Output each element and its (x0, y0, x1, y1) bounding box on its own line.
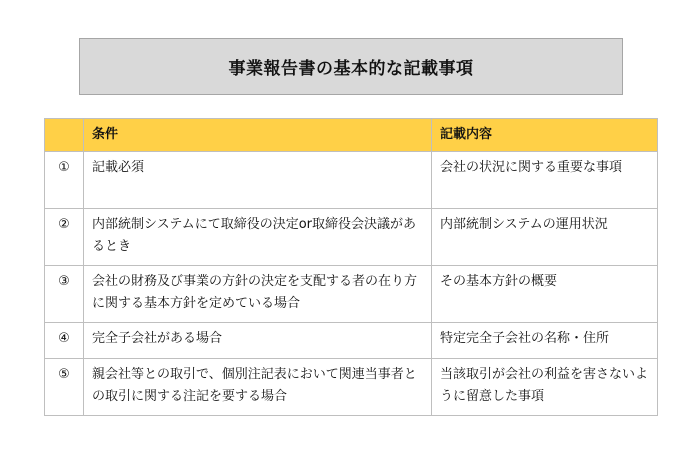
table-row (45, 152, 658, 209)
table-header-row (45, 119, 658, 152)
row-condition: 内部統制システムにて取締役の決定or取締役会決議があるとき (84, 209, 432, 266)
title-banner (79, 38, 623, 95)
row-number: ① (45, 152, 84, 209)
table-row (45, 266, 658, 323)
requirements-table (44, 118, 658, 416)
header-condition: 条件 (84, 119, 432, 152)
table-row (45, 209, 658, 266)
row-content: 特定完全子会社の名称・住所 (432, 323, 658, 359)
row-condition: 記載必須 (84, 152, 432, 209)
row-content: 当該取引が会社の利益を害さないように留意した事項 (432, 359, 658, 416)
table-row (45, 323, 658, 359)
row-content: 内部統制システムの運用状況 (432, 209, 658, 266)
row-content: 会社の状況に関する重要な事項 (432, 152, 658, 209)
header-number (45, 119, 84, 152)
table-row (45, 359, 658, 416)
row-number: ⑤ (45, 359, 84, 416)
row-condition: 親会社等との取引で、個別注記表において関連当事者との取引に関する注記を要する場合 (84, 359, 432, 416)
page-title: 事業報告書の基本的な記載事項 (228, 59, 474, 79)
row-number: ② (45, 209, 84, 266)
row-number: ③ (45, 266, 84, 323)
row-content: その基本方針の概要 (432, 266, 658, 323)
row-condition: 完全子会社がある場合 (84, 323, 432, 359)
row-condition: 会社の財務及び事業の方針の決定を支配する者の在り方に関する基本方針を定めている場合 (84, 266, 432, 323)
header-content: 記載内容 (432, 119, 658, 152)
row-number: ④ (45, 323, 84, 359)
